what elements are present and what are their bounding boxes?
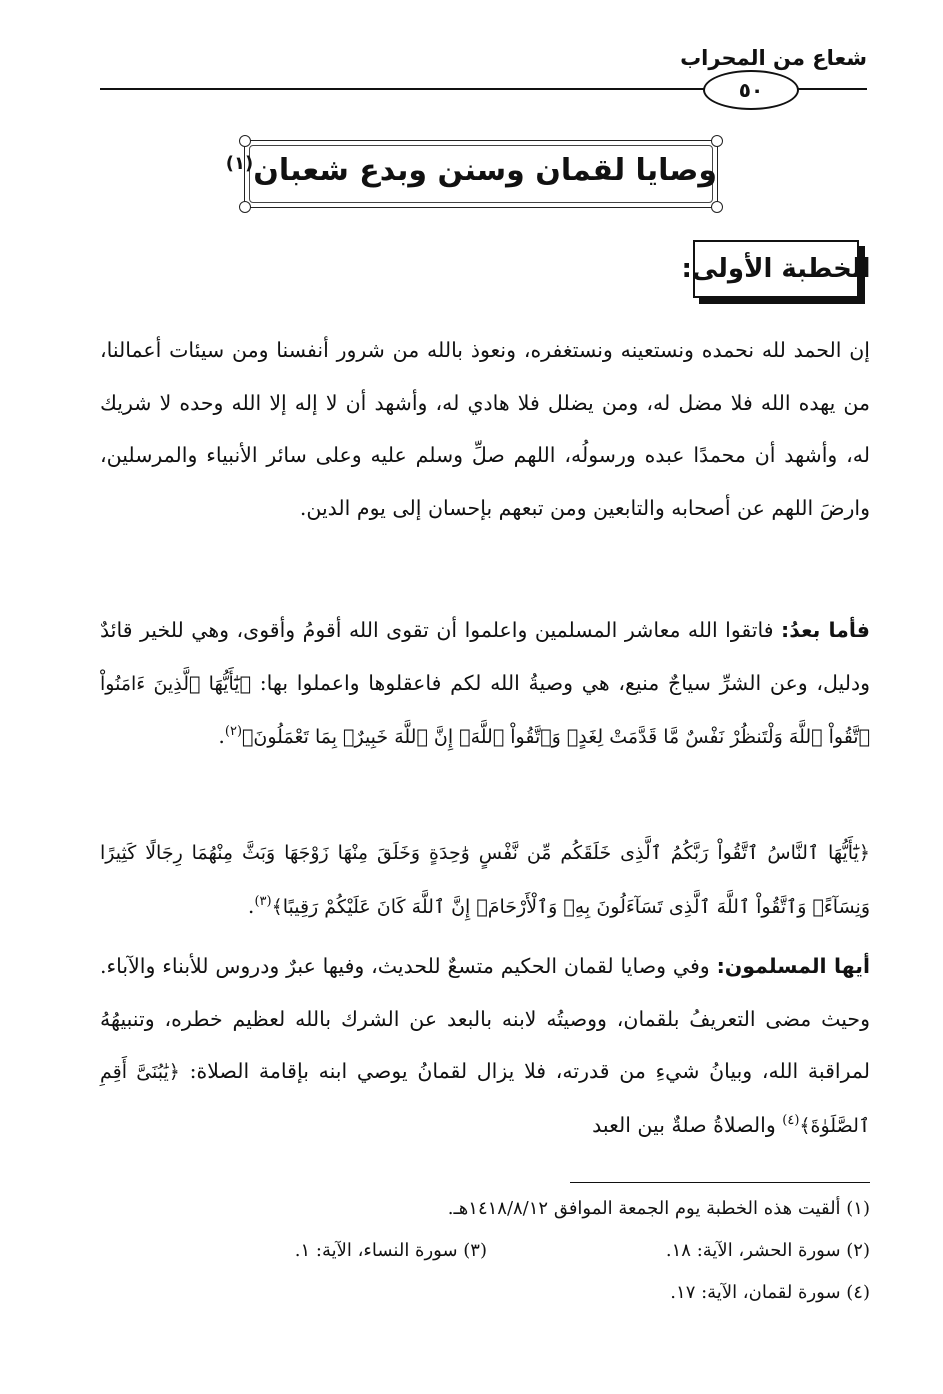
footnote-2: (٢) سورة الحشر، الآية: ١٨.: [665, 1240, 870, 1261]
footnote-ref: (١): [225, 153, 254, 174]
paragraph-text-end: والصلاةُ صلةٌ بين العبد: [592, 1112, 776, 1137]
section-heading: الخطبة الأولى:: [693, 240, 859, 298]
footnote-ref: (٢): [224, 724, 243, 740]
book-title: شعاع من المحراب: [680, 46, 867, 70]
chapter-title: [225, 153, 717, 188]
footnote-rule: [570, 1182, 870, 1183]
running-header: [0, 46, 943, 106]
frame-corner-ornament: [711, 135, 723, 147]
paragraph-lead: فأما بعدُ:: [781, 618, 870, 642]
quran-verse: ﴿يَٰٓأَيُّهَا ٱلَّذِينَ ءَامَنُواْ ٱتَّقُواْ ٱللَّهَ وَلْتَنظُرْ نَفْسٌ مَّا قَدَّمَتْ لِغَدٍۖ وَٱتَّقُواْ ٱللَّهَۚ إِنَّ ٱللَّهَ خَبِيرٌۢ بِمَا تَعْمَلُونَ﴾: [100, 672, 870, 748]
page-number: ٥٠: [703, 70, 799, 110]
frame-corner-ornament: [239, 201, 251, 213]
sentence-end: .: [218, 724, 225, 748]
paragraph-text: وفي وصايا لقمان الحكيم متسعٌ للحديث، وفيها عبرٌ ودروس للأبناء والآباء. وحيث مضى التعريفُ بلقمان، ووصيتُه لابنه بالبعد عن الشرك بالله لعظيم خطره، وتنبيهُهُ لمراقبة الله، وبيانُ شيءِ من قدرته، فلا يزال لقمانُ يوصي ابنه بإقامة الصلاة:: [100, 954, 870, 1083]
footnote-3: (٣) سورة النساء، الآية: ١.: [294, 1240, 487, 1261]
frame-corner-ornament: [239, 135, 251, 147]
quran-verse: ﴿يَٰبُنَىَّ أَقِمِ ٱلصَّلَوٰةَ﴾: [100, 1061, 870, 1137]
footnote-ref: (٤): [782, 1112, 800, 1128]
footnote-4: (٤) سورة لقمان، الآية: ١٧.: [670, 1282, 870, 1303]
chapter-title-frame: [225, 140, 718, 208]
sentence-end: .: [247, 893, 255, 918]
frame-corner-ornament: [711, 201, 723, 213]
paragraph-muslims: [100, 940, 870, 1152]
chapter-title-text: وصايا لقمان وسنن وبدع شعبان: [253, 153, 717, 188]
paragraph-verse: [100, 826, 870, 933]
paragraph-lead: أيها المسلمون:: [716, 954, 870, 978]
paragraph-amma-bad: [100, 604, 870, 764]
footnote-1: (١) ألقيت هذه الخطبة يوم الجمعة الموافق ١٤١٨/٨/١٢هـ.: [447, 1198, 870, 1219]
paragraph-opening: إن الحمد لله نحمده ونستعينه ونستغفره، ونعوذ بالله من شرور أنفسنا ومن سيئات أعمالنا، من يهده الله فلا مضل له، ومن يضلل فلا هادي له، وأشهد أن لا إله إلا الله وحده لا شريك له، وأشهد أن محمدًا عبده ورسولُه، اللهم صلِّ وسلم عليه وعلى سائر الأنبياء والمرسلين، وارضَ اللهم عن أصحابه والتابعين ومن تبعهم بإحسان إلى يوم الدين.: [100, 338, 870, 520]
quran-verse: ﴿يَٰٓأَيُّهَا ٱلنَّاسُ ٱتَّقُواْ رَبَّكُمُ ٱلَّذِى خَلَقَكُم مِّن نَّفْسٍ وَٰحِدَةٍ وَخَلَقَ مِنْهَا زَوْجَهَا وَبَثَّ مِنْهُمَا رِجَالًا كَثِيرًا وَنِسَآءًۚ وَٱتَّقُواْ ٱللَّهَ ٱلَّذِى تَسَآءَلُونَ بِهِۦ وَٱلْأَرْحَامَۚ إِنَّ ٱللَّهَ كَانَ عَلَيْكُمْ رَقِيبًا﴾: [100, 842, 870, 918]
footnote-ref: (٣): [254, 893, 272, 909]
paragraph-text: فاتقوا الله معاشر المسلمين واعلموا أن تقوى الله أقومُ وأقوى، وهي للخير قائدٌ ودليل، وعن الشرِّ سياجٌ منيع، هي وصيةُ الله لكم فاعقلوها واعملوا بها:: [100, 618, 870, 695]
